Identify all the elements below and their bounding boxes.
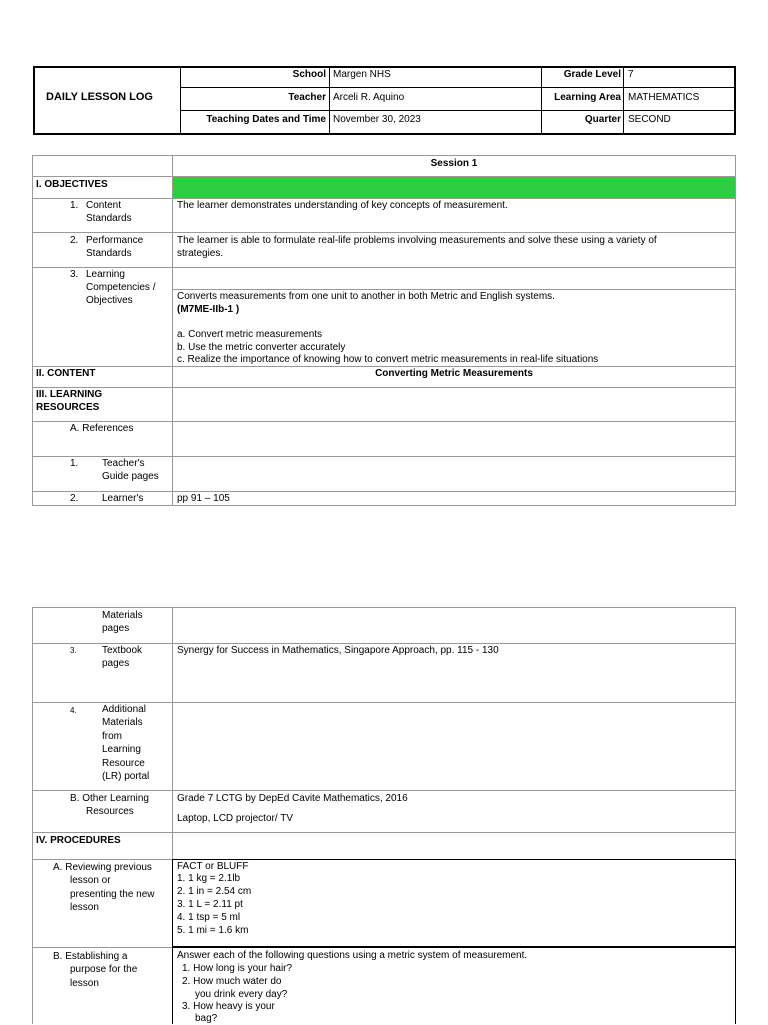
log-title: DAILY LESSON LOG xyxy=(46,91,153,103)
learners-materials-label: Materials xyxy=(102,610,143,621)
header-divider xyxy=(180,110,735,111)
additional-materials-label: (LR) portal xyxy=(102,771,150,782)
competency-code: (M7ME-IIb-1 ) xyxy=(177,304,240,315)
content-standards-label: Content xyxy=(86,200,122,211)
content-heading: II. CONTENT xyxy=(36,368,96,379)
objective-c: c. Realize the importance of knowing how to convert metric measurements in real-life situations xyxy=(177,354,599,365)
performance-standards-text: The learner is able to formulate real-life problems involving measurements and solve these using a variety of xyxy=(177,235,657,246)
competencies-label: Competencies / xyxy=(86,282,156,293)
row-line xyxy=(32,790,736,791)
teacher-value: Arceli R. Aquino xyxy=(333,92,405,103)
textbook-num: 3. xyxy=(70,646,77,655)
area-label: Learning Area xyxy=(554,92,621,103)
learners-materials-num: 2. xyxy=(70,493,79,504)
other-resources-label: B. Other Learning xyxy=(70,793,149,804)
other-resources-value: Laptop, LCD projector/ TV xyxy=(177,813,293,824)
row-line xyxy=(32,832,736,833)
row-line xyxy=(32,267,736,268)
learners-materials-label: pages xyxy=(102,623,130,634)
additional-materials-label: Materials xyxy=(102,717,143,728)
textbook-label: pages xyxy=(102,658,130,669)
school-value: Margen NHS xyxy=(333,69,391,80)
content-standards-label: Standards xyxy=(86,213,132,224)
resources-heading: III. LEARNING xyxy=(36,389,103,400)
procedure-a-label: lesson or xyxy=(70,875,111,886)
performance-standards-num: 2. xyxy=(70,235,79,246)
competencies-label: Learning xyxy=(86,269,125,280)
learners-materials-value: pp 91 – 105 xyxy=(177,493,230,504)
quarter-label: Quarter xyxy=(584,114,621,125)
resources-heading: RESOURCES xyxy=(36,402,100,413)
content-title: Converting Metric Measurements xyxy=(375,368,533,379)
objective-b: b. Use the metric converter accurately xyxy=(177,342,346,353)
competencies-num: 3. xyxy=(70,269,79,280)
session-title: Session 1 xyxy=(430,158,478,169)
school-label: School xyxy=(292,69,326,80)
header-divider xyxy=(541,66,542,135)
header-divider xyxy=(180,66,181,135)
procedure-b-question: bag? xyxy=(195,1013,218,1024)
fact-bluff-item: 4. 1 tsp = 5 ml xyxy=(177,912,241,923)
content-standards-num: 1. xyxy=(70,200,79,211)
other-resources-label: Resources xyxy=(86,806,134,817)
quarter-value: SECOND xyxy=(628,114,671,125)
competencies-text: Converts measurements from one unit to another in both Metric and English systems. xyxy=(177,291,555,302)
procedure-a-label: presenting the new xyxy=(70,889,155,900)
procedure-b-label: B. Establishing a xyxy=(53,951,128,962)
additional-materials-label: from xyxy=(102,731,122,742)
learners-materials-label: Learner's xyxy=(102,493,144,504)
fact-bluff-item: 5. 1 mi = 1.6 km xyxy=(177,925,249,936)
additional-materials-label: Resource xyxy=(102,758,145,769)
header-divider xyxy=(180,87,735,88)
procedure-b-question: 1. How long is your hair? xyxy=(182,963,293,974)
teachers-guide-label: Teacher's xyxy=(102,458,145,469)
fact-bluff-title: FACT or BLUFF xyxy=(177,861,249,872)
procedure-b-label: lesson xyxy=(70,978,99,989)
procedure-b-intro: Answer each of the following questions using a metric system of measurement. xyxy=(177,950,528,961)
procedure-b-question: 2. How much water do xyxy=(182,976,282,987)
grade-value: 7 xyxy=(628,69,634,80)
objectives-heading: I. OBJECTIVES xyxy=(36,179,108,190)
fact-bluff-item: 1. 1 kg = 2.1lb xyxy=(177,873,241,884)
competencies-label: Objectives xyxy=(86,295,133,306)
other-resources-value: Grade 7 LCTG by DepEd Cavite Mathematics, 2016 xyxy=(177,793,408,804)
textbook-label: Textbook xyxy=(102,645,143,656)
additional-materials-label: Additional xyxy=(102,704,146,715)
performance-standards-label: Standards xyxy=(86,248,132,259)
content-standards-text: The learner demonstrates understanding of key concepts of measurement. xyxy=(177,200,508,211)
references-label: A. References xyxy=(70,423,134,434)
procedure-a-label: A. Reviewing previous xyxy=(53,862,152,873)
textbook-value: Synergy for Success in Mathematics, Singapore Approach, pp. 115 - 130 xyxy=(177,645,499,656)
dates-label: Teaching Dates and Time xyxy=(206,114,326,125)
fact-bluff-item: 2. 1 in = 2.54 cm xyxy=(177,886,252,897)
row-line xyxy=(32,421,736,422)
fact-bluff-item: 3. 1 L = 2.11 pt xyxy=(177,899,243,910)
column-divider xyxy=(172,155,173,506)
objective-a: a. Convert metric measurements xyxy=(177,329,323,340)
grade-label: Grade Level xyxy=(563,69,621,80)
procedure-b-question: 3. How heavy is your xyxy=(182,1001,275,1012)
row-line xyxy=(32,232,736,233)
performance-standards-label: Performance xyxy=(86,235,144,246)
procedure-a-label: lesson xyxy=(70,902,99,913)
header-divider xyxy=(329,66,330,135)
teacher-label: Teacher xyxy=(288,92,326,103)
green-highlight-bar xyxy=(173,177,735,198)
additional-materials-num: 4. xyxy=(70,706,77,715)
teachers-guide-num: 1. xyxy=(70,458,79,469)
header-divider xyxy=(623,66,624,135)
row-line xyxy=(32,387,736,388)
dates-value: November 30, 2023 xyxy=(333,114,421,125)
performance-standards-text: strategies. xyxy=(177,248,224,259)
procedure-b-question: you drink every day? xyxy=(195,989,288,1000)
teachers-guide-label: Guide pages xyxy=(102,471,159,482)
additional-materials-label: Learning xyxy=(102,744,141,755)
area-value: MATHEMATICS xyxy=(628,92,700,103)
procedure-b-label: purpose for the xyxy=(70,964,138,975)
procedures-heading: IV. PROCEDURES xyxy=(36,835,121,846)
procedure-a-box xyxy=(172,859,736,947)
